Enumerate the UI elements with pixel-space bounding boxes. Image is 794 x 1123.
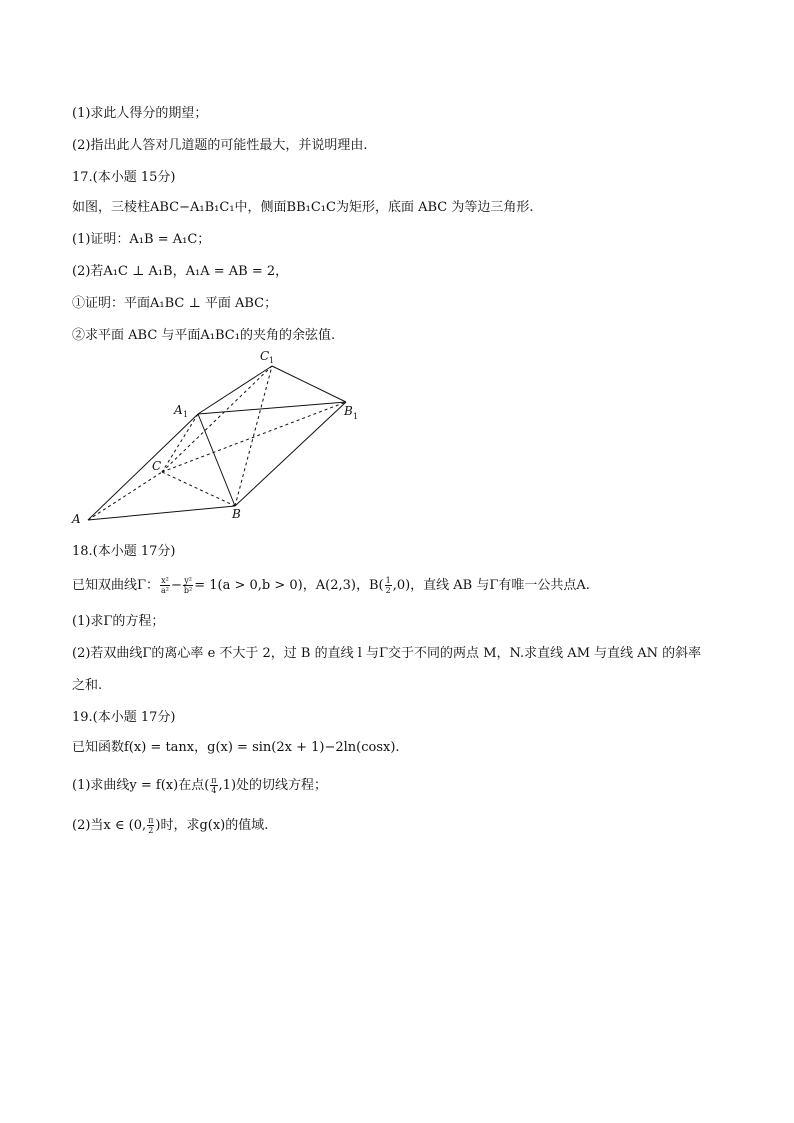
edge-A-C [88,472,162,520]
label-B1-sub: 1 [353,412,359,421]
edge-B-B1 [235,402,346,506]
prism-figure [70,346,370,526]
q19-part2-b: )时，求g(x)的值域. [155,818,269,833]
edge-A1-B [198,414,235,506]
label-A1: A [174,403,183,417]
q18-stem-b: = 1(a > 0,b > 0)，A(2,3)，B( [194,578,384,593]
q18-stem-c: ,0)，直线 AB 与Γ有唯一公共点A. [392,578,590,593]
q19-part1-a: (1)求曲线y = f(x)在点( [72,778,210,793]
fraction-one-half: $\frac{1}{2}$ [385,576,391,595]
q18-stem [72,576,590,595]
q19-part2 [72,816,268,835]
edge-A-A1 [88,414,198,520]
edge-A1-B1 [198,402,346,414]
label-C1-sub: 1 [269,356,275,365]
q17-part2b: ②求平面 ABC 与平面A₁BC₁的夹角的余弦值. [72,328,336,343]
q19-stem: 已知函数f(x) = tanx，g(x) = sin(2x + 1)−2ln(cosx). [72,740,400,755]
q18-stem-a: 已知双曲线Γ： [72,578,160,593]
label-C1: C [260,349,270,363]
q17-part2a: ①证明：平面A₁BC ⊥ 平面 ABC； [72,296,278,311]
fraction-x2-a2: $\frac{\text{x²}}{\text{a²}}$ [161,576,170,595]
q19-header: 19.(本小题 17分) [72,710,176,725]
label-A1-sub: 1 [183,410,189,419]
edge-C-B1 [162,402,346,472]
fraction-y2-b2: $\frac{\text{y²}}{\text{b²}}$ [183,576,193,595]
q17-part2: (2)若A₁C ⊥ A₁B，A₁A = AB = 2， [72,264,289,279]
q17-header: 17.(本小题 15分) [72,170,176,185]
q16-part2: (2)指出此人答对几道题的可能性最大，并说明理由. [72,138,368,153]
label-A: A [72,512,81,526]
minus-sign: − [171,578,182,593]
q19-part2-a: (2)当x ∈ (0, [72,818,147,833]
label-B1: B [344,404,353,418]
q18-part2-cont: 之和. [72,678,103,693]
fraction-pi-4: $\frac{\pi}{4}$ [211,776,217,795]
q18-part1: (1)求Γ的方程； [72,614,165,629]
edge-C-C1 [162,366,272,472]
label-B: B [232,507,241,521]
edge-B-C1 [235,366,272,506]
label-C: C [152,459,162,473]
edge-C-B [162,472,235,506]
edge-A-B [88,506,235,520]
q18-header: 18.(本小题 17分) [72,544,176,559]
q17-stem: 如图，三棱柱ABC−A₁B₁C₁中，侧面BB₁C₁C为矩形，底面 ABC 为等边三角形. [72,200,534,215]
q16-part1: (1)求此人得分的期望； [72,106,208,121]
q19-part1-b: ,1)处的切线方程； [218,778,328,793]
q18-part2: (2)若双曲线Γ的离心率 e 不大于 2，过 B 的直线 l 与Γ交于不同的两点 M，N.求直线 AM 与直线 AN 的斜率 [72,646,702,661]
q17-part1: (1)证明：A₁B = A₁C； [72,232,211,247]
edge-C1-B1 [272,366,346,402]
q19-part1 [72,776,327,795]
fraction-pi-2: $\frac{\pi}{2}$ [148,816,154,835]
